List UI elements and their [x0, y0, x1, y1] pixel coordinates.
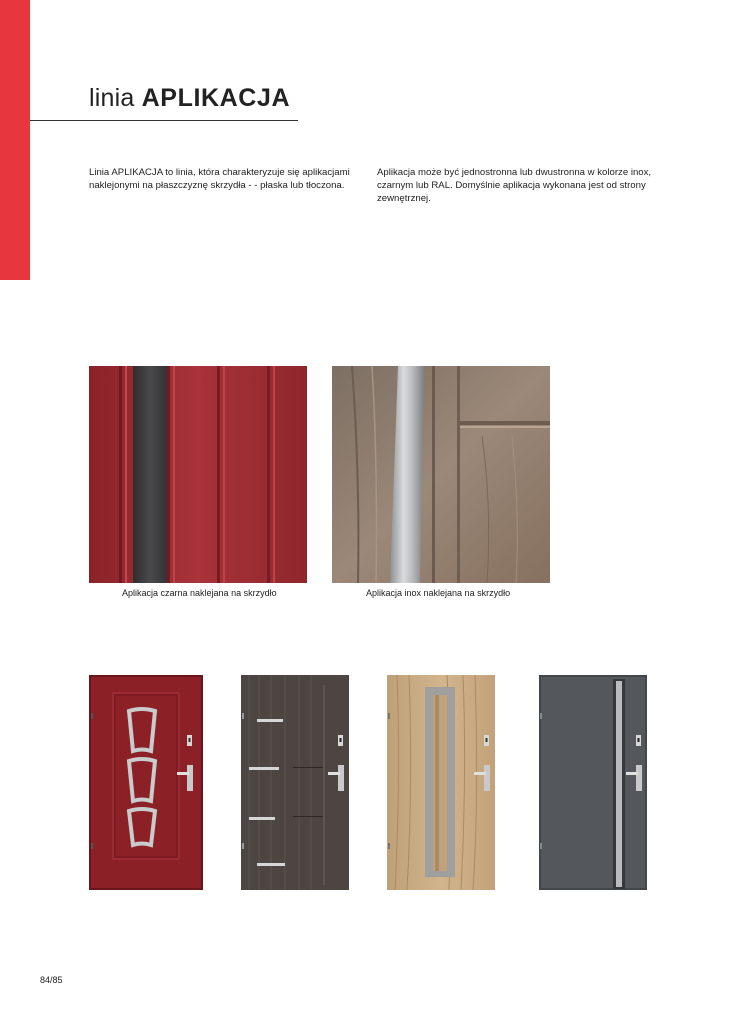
title-prefix: linia	[89, 84, 135, 112]
door-red-arcs	[89, 675, 203, 890]
intro-left-paragraph: Linia APLIKACJA to linia, która charakteryzuje się aplikacjami naklejonymi na płaszczyznę skrzydła - - płaska lub tłoczona.	[89, 167, 350, 192]
title-underline	[30, 120, 298, 121]
photo-black-applique	[89, 366, 307, 583]
caption-black-applique: Aplikacja czarna naklejana na skrzydło	[122, 588, 277, 598]
door-light-oak-glass	[387, 675, 495, 890]
title-name: APLIKACJA	[141, 84, 291, 112]
page-number: 84/85	[40, 975, 63, 985]
red-accent-bar	[0, 0, 30, 280]
page-title	[89, 84, 290, 113]
photo-inox-applique	[332, 366, 550, 583]
door-dark-wood-bars	[241, 675, 349, 890]
door-anthracite-inox	[539, 675, 647, 890]
caption-inox-applique: Aplikacja inox naklejana na skrzydło	[366, 588, 511, 598]
intro-right-paragraph: Aplikacja może być jednostronna lub dwustronna w kolorze inox, czarnym lub RAL. Domyślnie aplikacja wykonana jest od strony zewnętrznej.	[377, 167, 652, 205]
